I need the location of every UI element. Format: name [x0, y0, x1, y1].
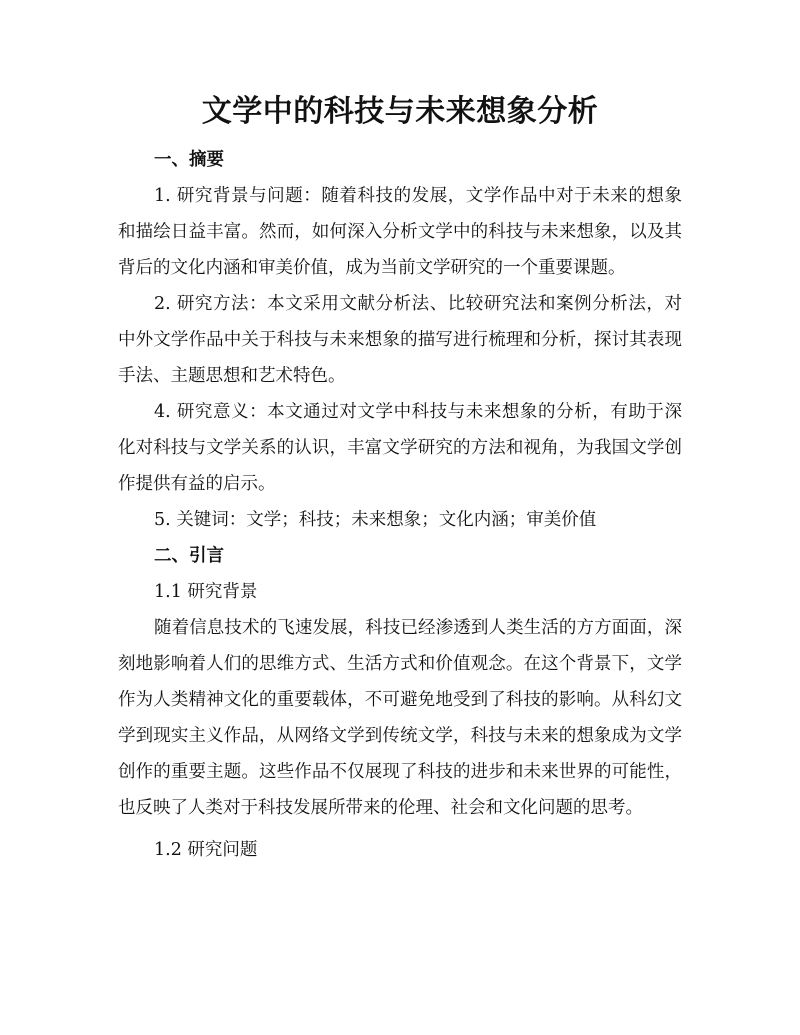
abstract-item-significance: 4. 研究意义：本文通过对文学中科技与未来想象的分析，有助于深化对科技与文学关系的认识，丰富文学研究的方法和视角，为我国文学创作提供有益的启示。 [118, 402, 682, 494]
section-heading-background: 1.1 研究背景 [154, 582, 258, 602]
section-text-background: 随着信息技术的飞速发展，科技已经渗透到人类生活的方方面面，深刻地影响着人们的思维方式、生活方式和价值观念。在这个背景下，文学作为人类精神文化的重要载体，不可避免地受到了科技的影响。从科幻文学到现实主义作品，从网络文学到传统文学，科技与未来的想象成为文学创作的重要主题。这些作品不仅展现了科技的进步和未来世界的可能性，也反映了人类对于科技发展所带来的伦理、社会和文化问题的思考。 [118, 618, 682, 818]
abstract-item-keywords: 5. 关键词：文学；科技；未来想象；文化内涵；审美价值 [154, 510, 597, 530]
section-heading-research-question: 1.2 研究问题 [154, 840, 258, 860]
document-title: 文学中的科技与未来想象分析 [201, 94, 599, 129]
abstract-heading: 一、摘要 [154, 150, 224, 170]
document-body [118, 142, 682, 868]
abstract-item-methods: 2. 研究方法：本文采用文献分析法、比较研究法和案例分析法，对中外文学作品中关于科技与未来想象的描写进行梳理和分析，探讨其表现手法、主题思想和艺术特色。 [118, 294, 682, 386]
abstract-item-background: 1. 研究背景与问题：随着科技的发展，文学作品中对于未来的想象和描绘日益丰富。然而，如何深入分析文学中的科技与未来想象，以及其背后的文化内涵和审美价值，成为当前文学研究的一个重要课题。 [118, 186, 682, 278]
introduction-heading: 二、引言 [154, 546, 224, 566]
